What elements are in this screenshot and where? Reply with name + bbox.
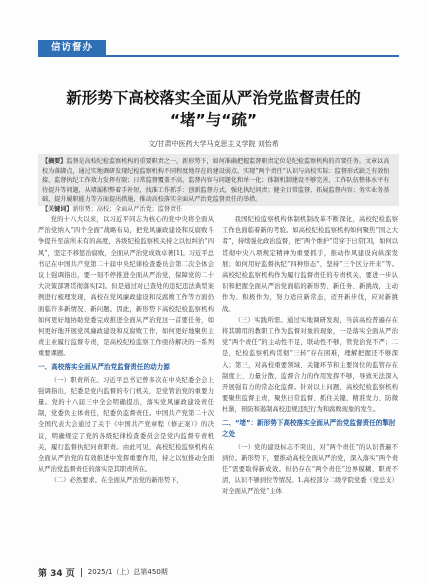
page-number: 第 34 页 [38, 568, 75, 579]
article-byline: 文/甘肃中医药大学马克思主义学院 刘怡希 [148, 140, 279, 148]
paragraph: （三）实践所需。通过实地调研发现，当前高校普遍存在将其聘用的教职工作为监督对象的现象，一是落实全面从严治党“两个责任”的主动性不足，联动性不够，管党治党不严；二是，纪检监察机构贯彻“三转”存在困难，理解把握还不够深入；第三，对高校重要领域、关键环节和主要岗位的监管存在制度上、力量分散、监督合力的作用发挥不够，导致无法深入开展强有力的常态化监督。针对以上问题，高校纪检监察机构要聚焦监督主责，聚焦日常监督、抓住关键，精准发力、防微杜渐，预防和遏制高校违规违纪行为和腐败现象的发生。 [222, 316, 398, 414]
right-column [222, 214, 398, 554]
abstract-text: 监督是高校纪检监察机构的重要职责之一，新形势下，如何准确把握监督职责定位是纪检监察机构的首要任务。文章以高校为落脚点，通过实地调研发现纪检监察机构不同程度地存在的建设弱点，实现“两个责任”认识与高校实际：监督形式缺乏有效衔接，监督执纪工作效力发挥有限；日常监督覆盖不高，监督内容与问题化和单一化；体制机制建设不够完善，工作队伍整体水平有待提升等问题，从堵漏积弊着手补短，找准工作抓手：创新监督方式，强化执纪问责；健全日常监督，拓展监督内容；务实业务基础，提升履职能力等方面提出措施，推动高校落实全面从严治党监督责任的举措。 [42, 158, 390, 203]
keywords-text: 新形势；高校；全面从严治党；监督责任 [72, 205, 183, 213]
section-divider [38, 55, 399, 57]
abstract-box [38, 154, 399, 213]
paragraph: （二）必然要求。在全面从严治党的新形势下， [50, 477, 183, 485]
article-title-line2: “堵”与“疏” [169, 111, 258, 129]
paragraph: 我国纪检监察机构体制机制改革不断深化，高校纪检监察工作也面临着新的考验。如高校纪检监察机构如何聚焦“国之大者”，持续强化政治监督，把“两个维护”贯穿于日常[3]，如何以贯彻中央八项规定精神为重要抓手，推动作风建设向纵深发展；如何用好监督执纪“四种形态”，坚持“三个区分开来”等。高校纪检监察机构作为履行监督责任的专责机关，要进一步认识和把握全面从严治党面临的新形势、新任务、新挑战，主动作为、积极作为，努力适应新常态，迈开新步伐，应对新挑战。 [222, 216, 398, 313]
left-column [38, 214, 214, 554]
footer-divider [81, 568, 82, 577]
paragraph: 党的十八大以来，以习近平同志为核心的党中央将全面从严治党纳入“四个全面”战略布局，把党风廉政建设和反腐败斗争提升至前所未有的高度，各级纪检监察机关持之以恒纠治“四风”，坚定不移惩治腐败，全面从严治党成效卓著[1]。习近平总书记在中国共产党第二十届中央纪律检查委员会第二次全体会议上强调指出，要一刻不停推进全面从严治党，保障党的二十大决策部署贯彻落实[2]。但是通过对已查处的违纪违法典型案例进行梳理发现，高校在党风廉政建设和反腐败工作等方面仍面临许多新情况、新问题。因此，新形势下高校纪检监察机构如何更好地协助党委完成推进全面从严治党这一首要任务，如何更好地开展党风廉政建设和反腐败工作，如何更好地聚焦主责主业履行监督专责，是高校纪检监察工作亟待解决的一系列重要课题。 [38, 216, 214, 358]
keywords-label: 【关键词】 [42, 205, 73, 213]
section-header [0, 40, 427, 56]
paragraph: （一）党的建设标志不突出，对“两个责任”的认识普遍不到位。新形势下，要推动高校全面从严治党，深入落实“两个责任”需要取得新成效。但仍存在“两个责任”边界模糊、职责不清，认识不够到位等情况。1.高校部分二级学院党委（党总支）对全面从严治党“主体 [222, 443, 399, 496]
section-heading: 一、高校落实全面从严治党监督责任的动力源 [38, 362, 170, 371]
paragraph: （一）职责所在。习近平总书记曾多次在中央纪委全会上强调指出，纪委是党内监督的专门机关，是党管治党的重要力量。党的十八届三中全会明确提出，落实党风廉政建设责任制，党委负主体责任，纪委负监督责任。中国共产党第二十次全国代表大会通过了关于《中国共产党章程（修正案）》的决议，明确规定了党的各级纪律检查委员会是党内监督专责机关，履行监督执纪问责职责。由此可见，高校纪检监察机构在全面从严治党的有效推进中发挥重要作用，持之以恒推动全面从严治党监督责任的落实是其职责所在。 [38, 376, 214, 474]
abstract-label: 【摘要】 [42, 158, 67, 165]
section-tab: 信访督办 [38, 40, 106, 56]
page-footer [38, 566, 168, 578]
issue-info: 2025/1（上）总第450期 [87, 568, 168, 576]
article-title-line1: 新形势下高校落实全面从严治党监督责任的 [66, 89, 361, 107]
section-heading: 二、“堵”：新形势下高校落实全面从严治党监督责任的掣肘之处 [222, 418, 396, 438]
